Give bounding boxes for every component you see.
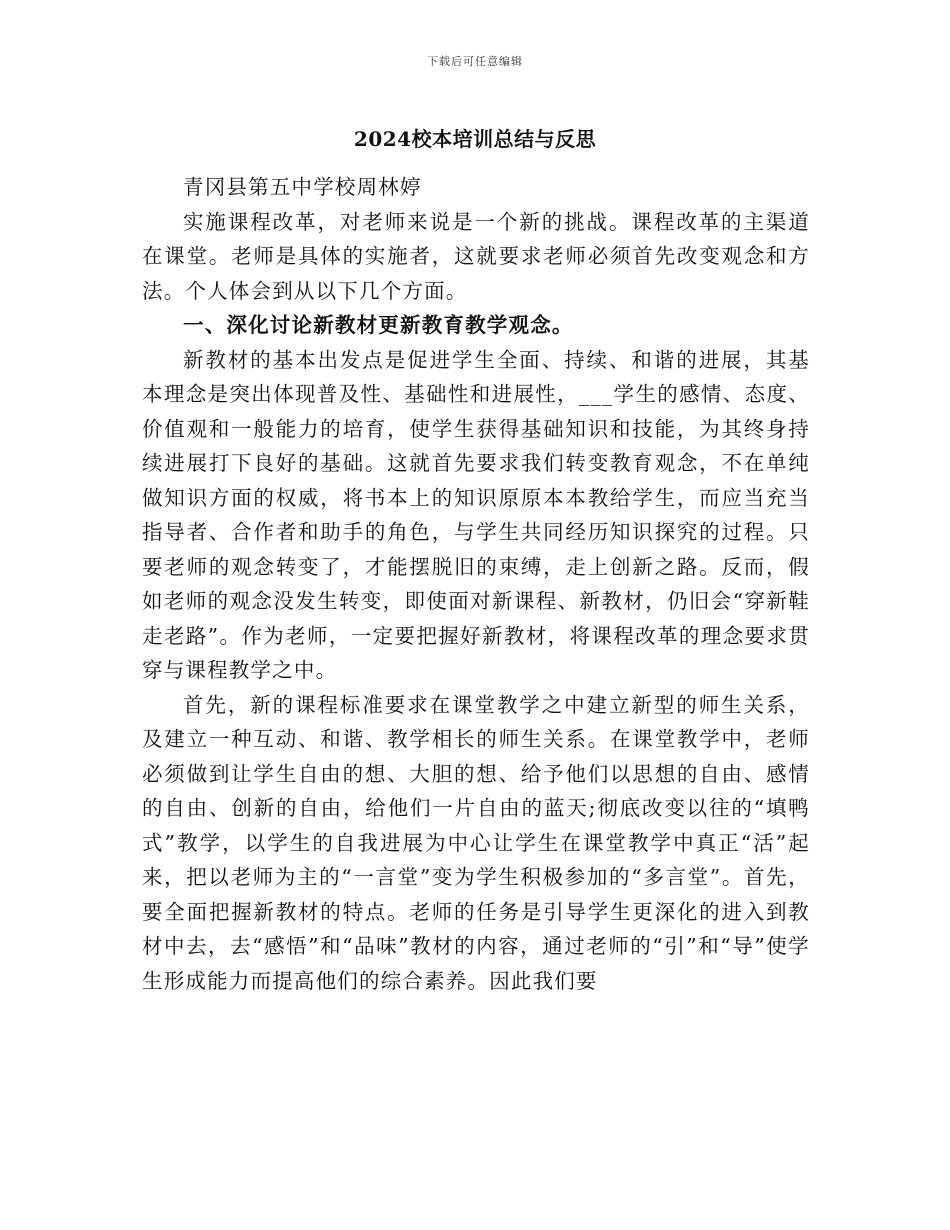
document-body [142,170,810,998]
body-paragraph: 首先，新的课程标准要求在课堂教学之中建立新型的师生关系，及建立一种互动、和谐、教学相长的师生关系。在课堂教学中，老师必须做到让学生自由的想、大胆的想、给予他们以思想的自由、感情的自由、创新的自由，给他们一片自由的蓝天;彻底改变以往的“填鸭式”教学，以学生的自我进展为中心让学生在课堂教学中真正“活”起来，把以老师为主的“一言堂”变为学生积极参加的“多言堂”。首先，要全面把握新教材的特点。老师的任务是引导学生更深化的进入到教材中去，去“感悟”和“品味”教材的内容，通过老师的“引”和“导”使学生形成能力而提高他们的综合素养。因此我们要 [142,692,810,993]
document-title: 2024校本培训总结与反思 [353,127,597,151]
section-heading: 一、深化讨论新教材更新教育教学观念。 [183,313,574,337]
author-line: 青冈县第五中学校周林婷 [183,175,422,199]
intro-paragraph: 实施课程改革，对老师来说是一个新的挑战。课程改革的主渠道在课堂。老师是具体的实施者，这就要求老师必须首先改变观念和方法。个人体会到从以下几个方面。 [142,209,810,303]
header-note: 下载后可任意编辑 [427,55,523,68]
body-paragraph: 新教材的基本出发点是促进学生全面、持续、和谐的进展，其基本理念是突出体现普及性、基础性和进展性，___学生的感情、态度、价值观和一般能力的培育，使学生获得基础知识和技能，为其终身持续进展打下良好的基础。这就首先要求我们转变教育观念，不在单纯做知识方面的权威，将书本上的知识原原本本教给学生，而应当充当指导者、合作者和助手的角色，与学生共同经历知识探究的过程。只要老师的观念转变了，才能摆脱旧的束缚，走上创新之路。反而，假如老师的观念没发生转变，即使面对新课程、新教材，仍旧会“穿新鞋走老路”。作为老师，一定要把握好新教材，将课程改革的理念要求贯穿与课程教学之中。 [142,347,810,682]
